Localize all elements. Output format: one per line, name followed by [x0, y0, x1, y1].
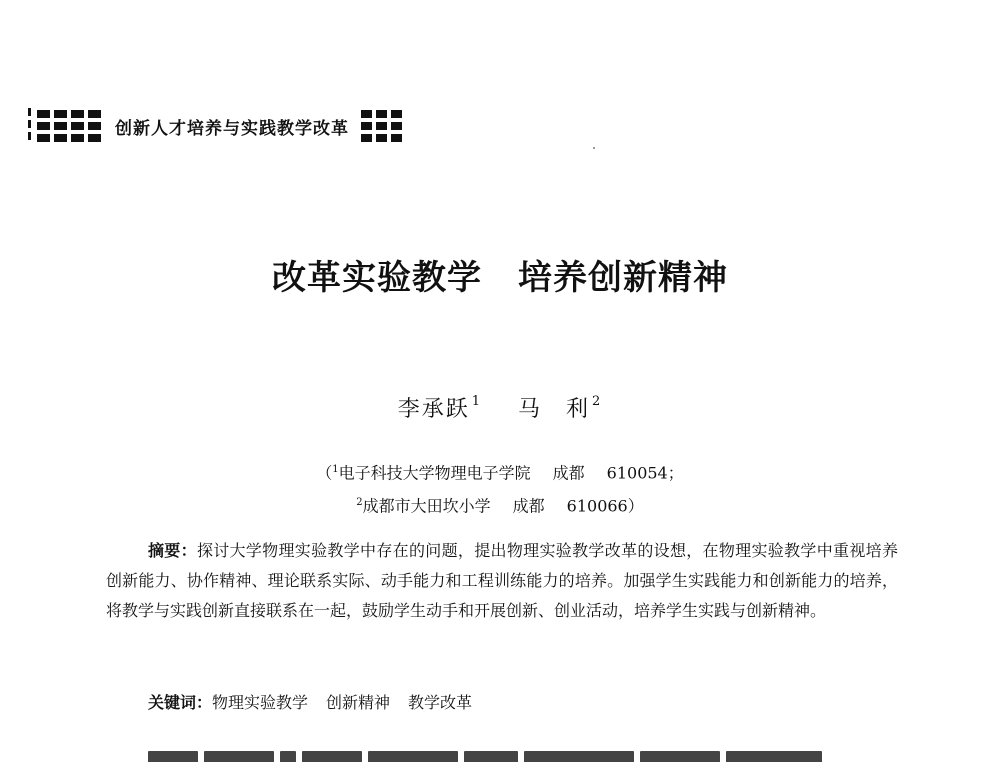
affiliation-line: $^2$成都市大田坎小学 成都 610066） [356, 496, 644, 516]
journal-section-header [28, 106, 402, 146]
section-title: 创新人才培养与实践教学改革 [115, 118, 349, 139]
author-name: 马 利 [518, 397, 591, 422]
keywords-label: 关键词： [148, 693, 213, 712]
abstract-text: 探讨大学物理实验教学中存在的问题，提出物理实验教学改革的设想，在物理实验教学中重视培养创新能力、协作精神、理论联系实际、动手能力和工程训练能力的培养。加强学生实践能力和创新能力的培养，将教学与实践创新直接联系在一起，鼓励学生动手和开展创新、创业活动，培养学生实践与创新精神。 [106, 541, 898, 620]
paper-title-part1: 改革实验教学 [272, 258, 482, 298]
affiliation-line: （$^1$电子科技大学物理电子学院 成都 610054； [316, 463, 684, 483]
decorative-squares-right [361, 110, 402, 142]
keywords [148, 690, 490, 713]
author-name: 李承跃 [397, 397, 470, 422]
keyword: 教学改革 [408, 693, 473, 712]
affiliations [0, 455, 1000, 522]
author-mark: 2 [592, 393, 603, 409]
author-mark: 1 [471, 393, 482, 409]
paper-title [0, 250, 1000, 299]
abstract [106, 536, 898, 626]
scan-speck [593, 147, 595, 149]
keyword: 创新精神 [326, 693, 391, 712]
abstract-label: 摘要： [148, 541, 197, 560]
keyword: 物理实验教学 [212, 693, 309, 712]
author-line [0, 392, 1000, 423]
decorative-squares-left [37, 110, 101, 142]
paper-title-part2: 培养创新精神 [518, 258, 728, 298]
decorative-bar [28, 108, 31, 144]
